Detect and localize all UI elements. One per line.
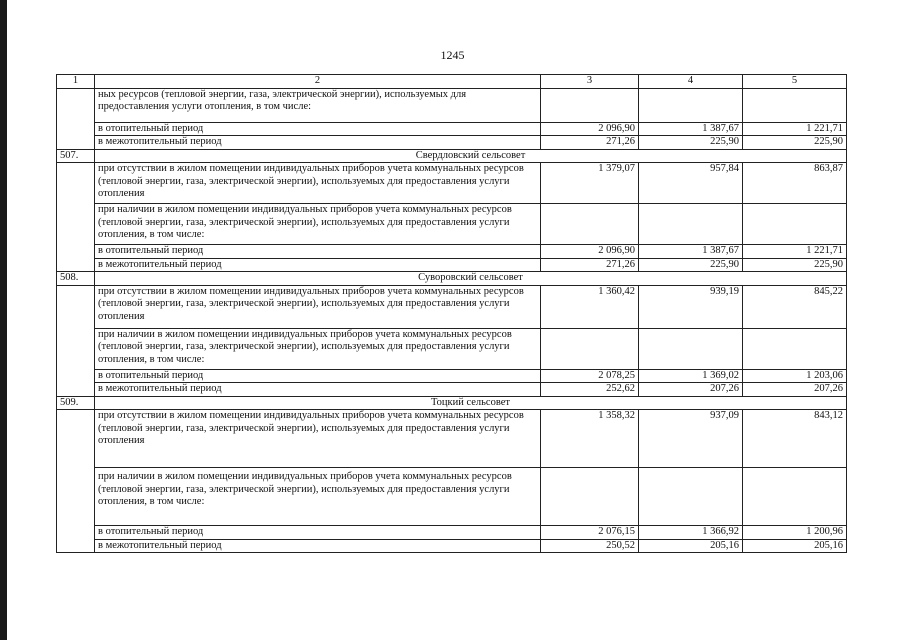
column-header: 1 [57,75,95,89]
tariff-table [56,74,847,553]
table-row [57,163,847,204]
value-cell: 1 221,71 [743,122,847,136]
table-row [57,383,847,397]
value-cell: 2 096,90 [541,245,639,259]
value-cell: 863,87 [743,163,847,204]
period-label: в отопительный период [95,369,541,383]
value-cell: 843,12 [743,410,847,468]
description-cell: при наличии в жилом помещении индивидуальных приборов учета коммунальных ресурсов (тепловой энергии, газа, электрической энергии), используемых для предоставления услуги отопления, в том числе: [95,328,541,369]
description-cell: при наличии в жилом помещении индивидуальных приборов учета коммунальных ресурсов (тепловой энергии, газа, электрической энергии), используемых для предоставления услуги отопления, в том числе: [95,204,541,245]
value-cell: 939,19 [639,285,743,328]
description-cell: при отсутствии в жилом помещении индивидуальных приборов учета коммунальных ресурсов (тепловой энергии, газа, электрической энергии), используемых для предоставления услуги отопления [95,285,541,328]
description-cell: при отсутствии в жилом помещении индивидуальных приборов учета коммунальных ресурсов (тепловой энергии, газа, электрической энергии), используемых для предоставления услуги отопления [95,163,541,204]
value-cell: 2 096,90 [541,122,639,136]
page-number: 1245 [440,48,465,62]
value-cell: 207,26 [639,383,743,397]
section-header-row [57,396,847,410]
section-header-row [57,149,847,163]
value-cell: 271,26 [541,136,639,150]
table-row [57,539,847,553]
index-cell [57,410,95,553]
section-title: Тоцкий сельсовет [95,396,847,410]
value-cell: 937,09 [639,410,743,468]
section-index: 508. [57,272,95,286]
section-title: Суворовский сельсовет [95,272,847,286]
section-index: 507. [57,149,95,163]
value-cell: 225,90 [639,136,743,150]
column-header: 4 [639,75,743,89]
column-header: 3 [541,75,639,89]
value-cell: 1 358,32 [541,410,639,468]
value-cell: 1 221,71 [743,245,847,259]
period-label: в межотопительный период [95,383,541,397]
table-row [57,245,847,259]
period-label: в межотопительный период [95,258,541,272]
period-label: в межотопительный период [95,136,541,150]
table-row [57,204,847,245]
table-row [57,258,847,272]
table-row [57,328,847,369]
value-cell: 845,22 [743,285,847,328]
value-cell: 225,90 [743,136,847,150]
section-header-row [57,272,847,286]
table-row [57,88,847,122]
value-cell: 2 076,15 [541,526,639,540]
table-row [57,468,847,526]
column-header: 2 [95,75,541,89]
column-header: 5 [743,75,847,89]
period-label: в отопительный период [95,526,541,540]
table-header-row [57,75,847,89]
value-cell: 205,16 [639,539,743,553]
value-cell: 207,26 [743,383,847,397]
value-cell: 225,90 [743,258,847,272]
table-row [57,285,847,328]
value-cell: 1 387,67 [639,122,743,136]
value-cell: 250,52 [541,539,639,553]
value-cell: 1 387,67 [639,245,743,259]
period-label: в отопительный период [95,122,541,136]
value-cell: 271,26 [541,258,639,272]
value-cell: 1 366,92 [639,526,743,540]
table-row [57,122,847,136]
value-cell: 2 078,25 [541,369,639,383]
period-label: в межотопительный период [95,539,541,553]
table-row [57,410,847,468]
value-cell: 205,16 [743,539,847,553]
description-cell: при наличии в жилом помещении индивидуальных приборов учета коммунальных ресурсов (тепловой энергии, газа, электрической энергии), используемых для предоставления услуги отопления, в том числе: [95,468,541,526]
value-cell: 1 369,02 [639,369,743,383]
period-label: в отопительный период [95,245,541,259]
description-cell: ных ресурсов (тепловой энергии, газа, электрической энергии), используемых для предоставления услуги отопления, в том числе: [95,88,541,122]
value-cell: 1 360,42 [541,285,639,328]
section-index: 509. [57,396,95,410]
value-cell: 225,90 [639,258,743,272]
value-cell: 1 379,07 [541,163,639,204]
value-cell: 1 203,06 [743,369,847,383]
description-cell: при отсутствии в жилом помещении индивидуальных приборов учета коммунальных ресурсов (тепловой энергии, газа, электрической энергии), используемых для предоставления услуги отопления [95,410,541,468]
section-title: Свердловский сельсовет [95,149,847,163]
value-cell: 252,62 [541,383,639,397]
table-row [57,369,847,383]
value-cell: 1 200,96 [743,526,847,540]
index-cell [57,88,95,149]
scan-edge-bar [0,0,7,640]
value-cell: 957,84 [639,163,743,204]
index-cell [57,163,95,272]
table-row [57,526,847,540]
table-row [57,136,847,150]
index-cell [57,285,95,396]
